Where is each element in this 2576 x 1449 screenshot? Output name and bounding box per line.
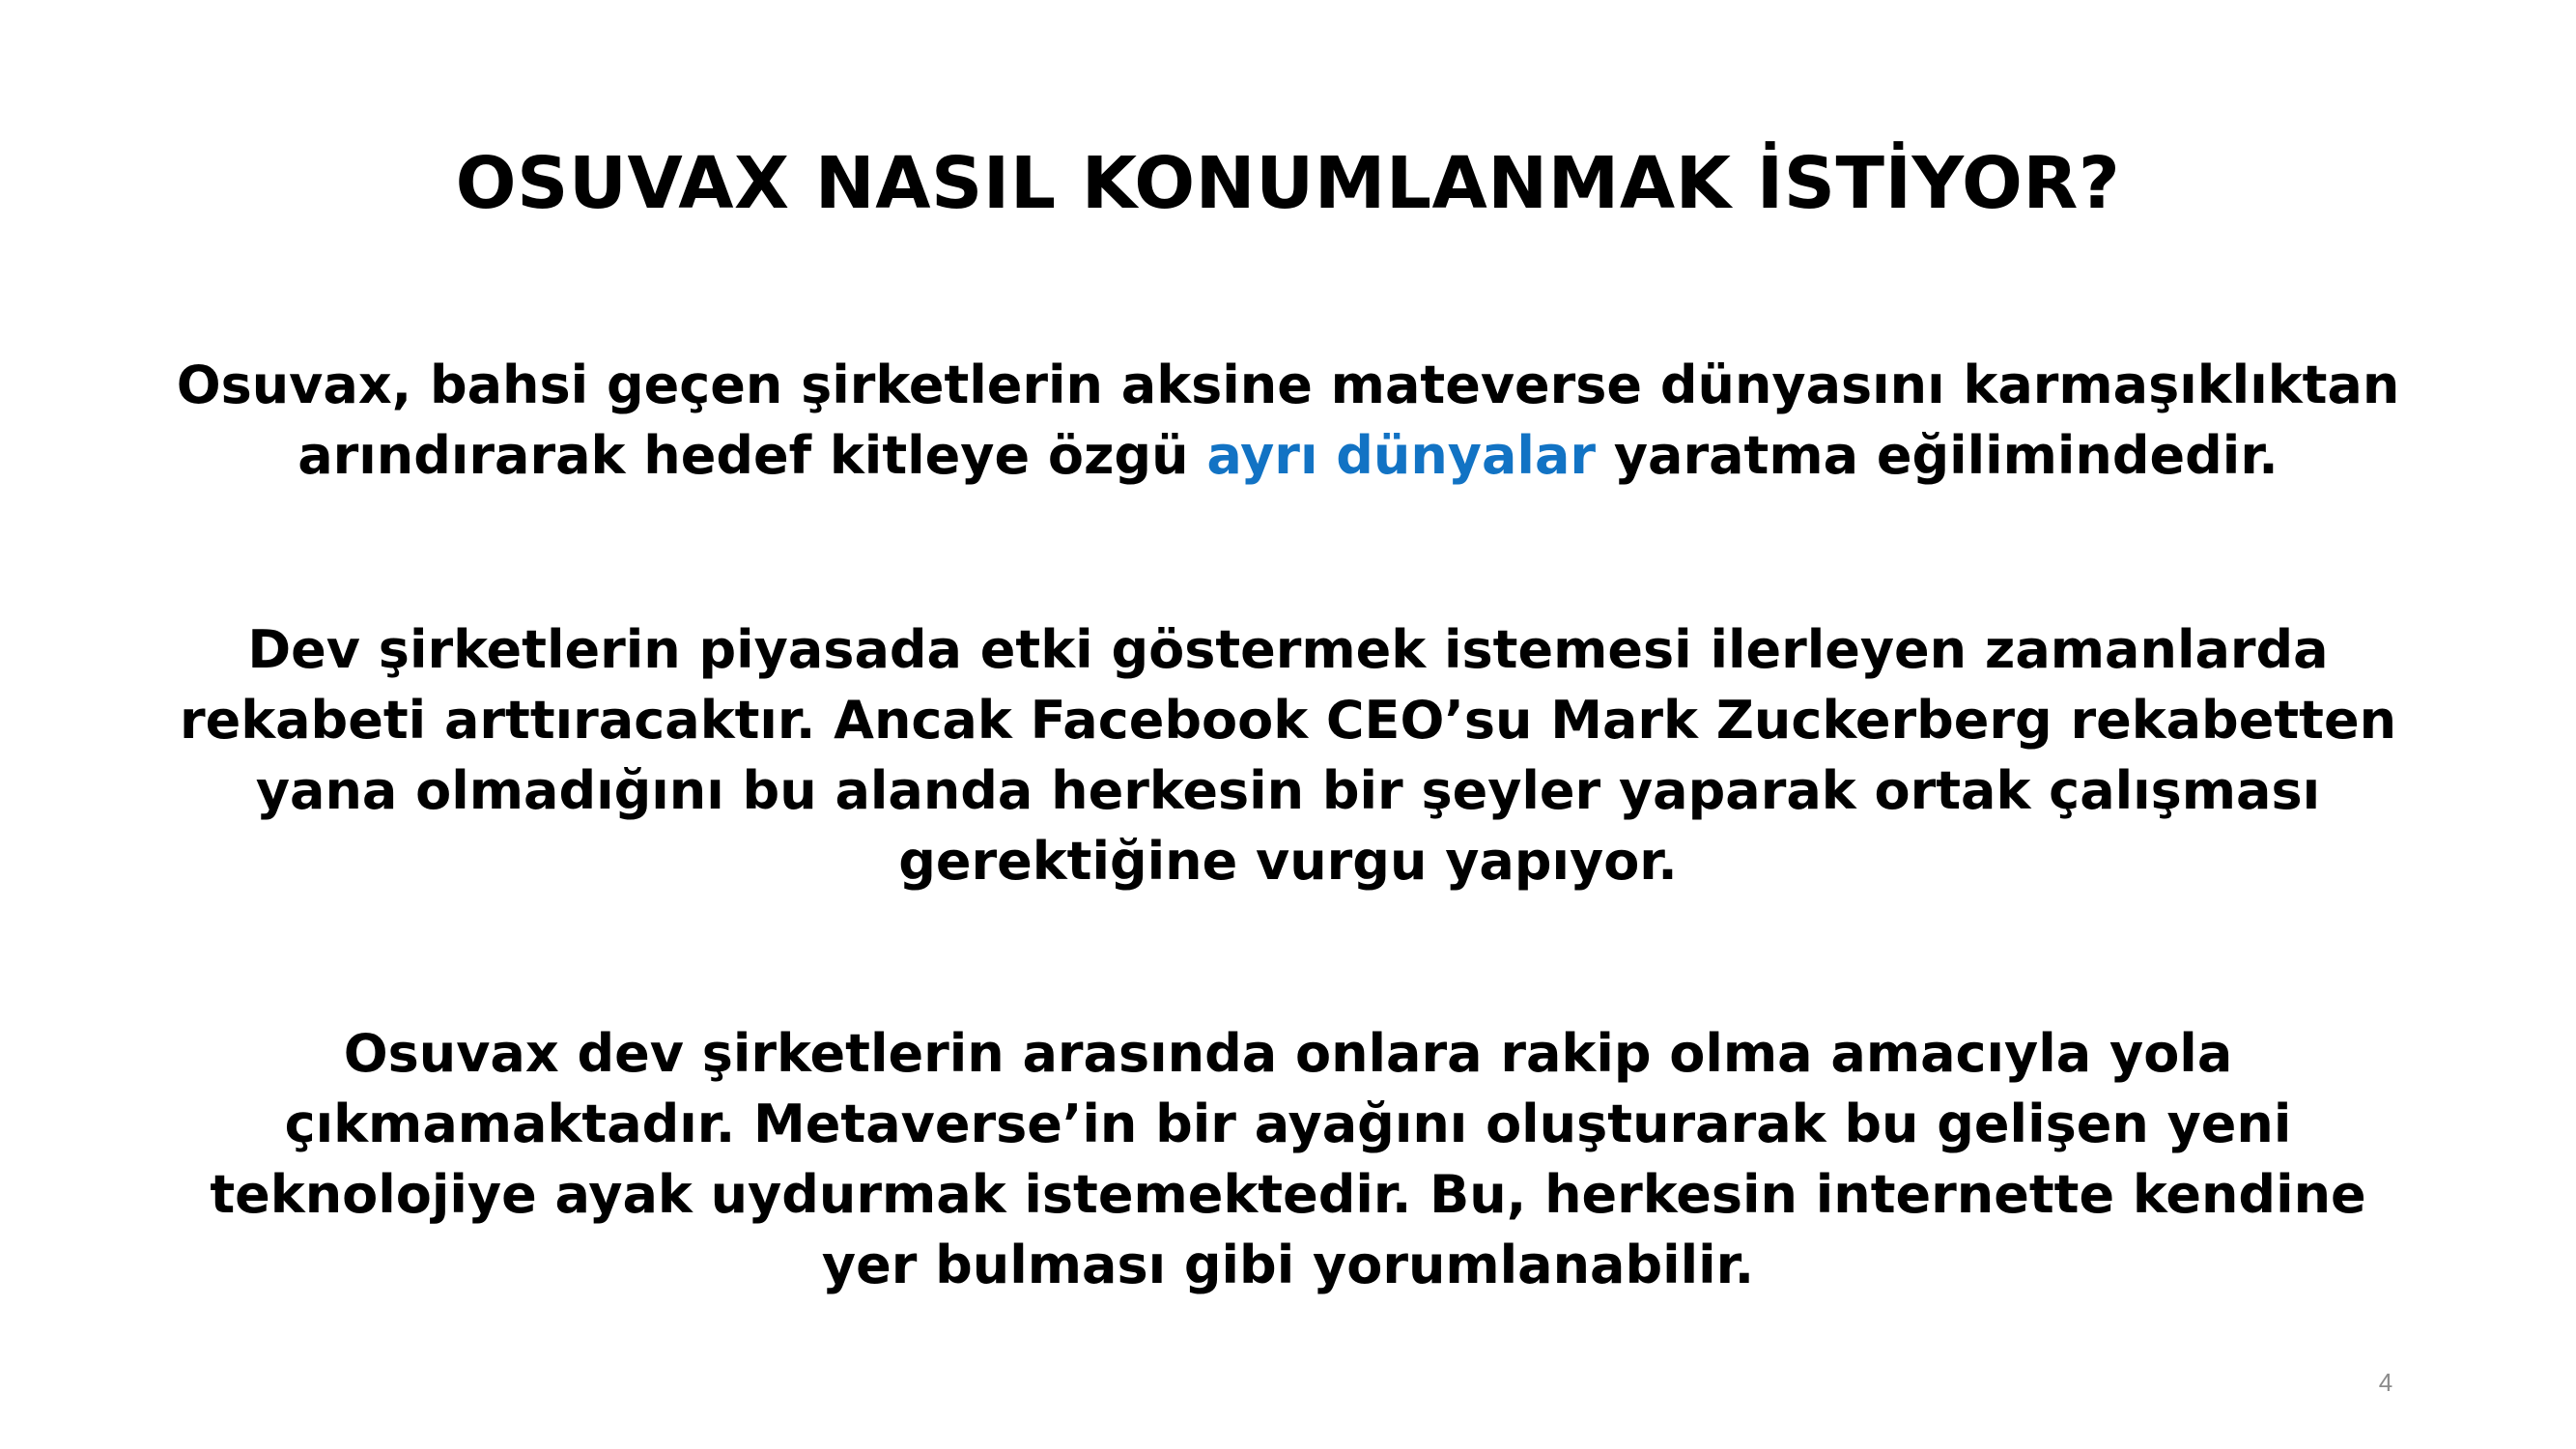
- paragraph-1-text-end: yaratma eğilimindedir.: [1596, 425, 2279, 486]
- page-number: 4: [2378, 1368, 2393, 1397]
- paragraph-1-text: Osuvax, bahsi geçen şirketlerin aksine mateverse dünyasını karmaşıklıktan arındırarak hedef kitleye özgü: [176, 355, 2400, 486]
- paragraph-3: Osuvax dev şirketlerin arasında onlara rakip olma amacıyla yola çıkmamaktadır. Metaverse’in bir ayağını oluşturarak bu gelişen yeni teknolojiye ayak uydurmak istemektedir. Bu, herkesin internette kendine yer bulması gibi yorumlanabilir.: [210, 1023, 2366, 1295]
- slide-title: OSUVAX NASIL KONUMLANMAK İSTİYOR?: [455, 142, 2121, 225]
- paragraph-2: Dev şirketlerin piyasada etki göstermek istemesi ilerleyen zamanlarda rekabeti arttıracaktır. Ancak Facebook CEO’su Mark Zuckerberg rekabetten yana olmadığını bu alanda herkesin bir şeyler yaparak ortak çalışması gerektiğine vurgu yapıyor.: [179, 619, 2397, 892]
- paragraph-1-highlight: ayrı dünyalar: [1206, 425, 1597, 486]
- paragraph-1: [174, 350, 2402, 491]
